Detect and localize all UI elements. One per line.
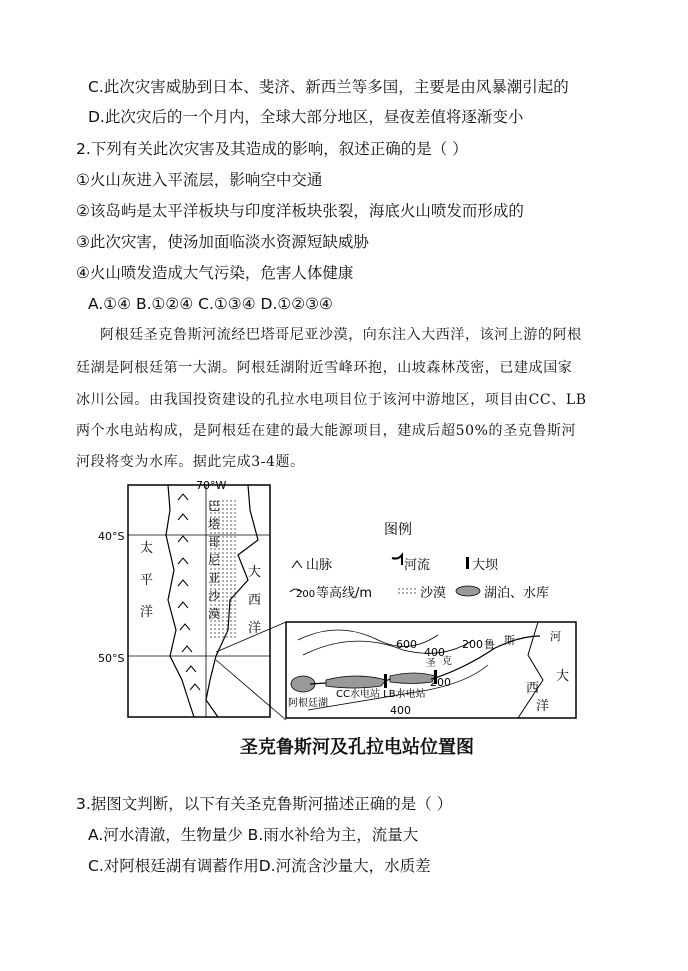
legend-contour: 等高线/m bbox=[316, 586, 373, 601]
passage-line-1: 阿根廷圣克鲁斯河流经巴塔哥尼亚沙漠，向东注入大西洋，该河上游的阿根 bbox=[100, 327, 582, 343]
svg-text:洋: 洋 bbox=[140, 605, 154, 620]
legend-dam: 大坝 bbox=[472, 558, 499, 573]
lat50-label: 50°S bbox=[98, 652, 125, 665]
answer-choices-q3-ab: A.河水清澈，生物量少 B.雨水补给为主，流量大 bbox=[88, 826, 419, 844]
svg-text:大: 大 bbox=[248, 565, 262, 580]
location-map-figure bbox=[98, 480, 588, 725]
svg-text:阿根廷湖: 阿根廷湖 bbox=[288, 698, 328, 709]
legend-river: 河流 bbox=[404, 558, 431, 573]
answer-choices-q3-cd: C.对阿根廷湖有调蓄作用D.河流含沙量大，水质差 bbox=[88, 857, 431, 875]
cc-dam bbox=[384, 674, 387, 688]
lon-label: 70°W bbox=[196, 480, 227, 492]
legend-mountain: 山脉 bbox=[306, 558, 333, 573]
svg-text:克: 克 bbox=[442, 656, 452, 667]
svg-text:沙: 沙 bbox=[208, 589, 221, 603]
svg-text:哥: 哥 bbox=[208, 535, 221, 549]
svg-text:塔: 塔 bbox=[208, 517, 221, 531]
legend-desert: 沙漠 bbox=[420, 586, 447, 601]
svg-text:洋: 洋 bbox=[536, 699, 550, 714]
option-c-line: C.此次灾害威胁到日本、斐济、新西兰等多国，主要是由风暴潮引起的 bbox=[88, 78, 569, 96]
legend-desert-icon bbox=[396, 586, 418, 594]
question-2: 2.下列有关此次灾害及其造成的影响，叙述正确的是（ ） bbox=[76, 140, 468, 158]
svg-text:CC水电站 LB水电站: CC水电站 LB水电站 bbox=[336, 689, 426, 700]
svg-text:太: 太 bbox=[140, 541, 154, 556]
svg-text:平: 平 bbox=[140, 573, 154, 588]
svg-text:600: 600 bbox=[396, 638, 417, 651]
inset-connector-bottom bbox=[216, 660, 286, 720]
lb-reservoir bbox=[390, 673, 435, 684]
question-3: 3.据图文判断，以下有关圣克鲁斯河描述正确的是（ ） bbox=[76, 795, 453, 813]
legend-lake-icon bbox=[456, 586, 480, 596]
passage-line-2: 廷湖是阿根廷第一大湖。阿根廷湖附近雪峰环抱，山坡森林茂密，已建成国家 bbox=[76, 360, 573, 376]
svg-text:亚: 亚 bbox=[208, 571, 221, 585]
svg-text:400: 400 bbox=[390, 704, 411, 717]
legend-dam-icon bbox=[466, 557, 469, 569]
statement-4: ④火山喷发造成大气污染，危害人体健康 bbox=[76, 264, 354, 282]
legend-mountain-icon bbox=[292, 561, 302, 568]
statement-1: ①火山灰进入平流层，影响空中交通 bbox=[76, 171, 323, 189]
legend-title: 图例 bbox=[384, 522, 412, 538]
desert-label bbox=[208, 499, 221, 621]
svg-text:尼: 尼 bbox=[208, 553, 221, 567]
statement-3: ③此次灾害，使汤加面临淡水资源短缺威胁 bbox=[76, 233, 369, 251]
passage-line-4: 两个水电站构成，是阿根廷在建的最大能源项目，建成后超50%的圣克鲁斯河 bbox=[76, 423, 577, 439]
figure-caption: 圣克鲁斯河及孔拉电站位置图 bbox=[240, 737, 474, 758]
option-d-line: D.此次灾后的一个月内，全球大部分地区，昼夜差值将逐渐变小 bbox=[88, 108, 524, 126]
legend-river-icon bbox=[392, 555, 402, 565]
passage-line-3: 冰川公园。由我国投资建设的孔拉水电项目位于该河中游地区，项目由CC、LB bbox=[76, 392, 587, 408]
atlantic-label bbox=[248, 564, 261, 636]
lat40-label: 40°S bbox=[98, 530, 125, 543]
svg-text:河: 河 bbox=[550, 630, 561, 643]
svg-text:斯: 斯 bbox=[504, 634, 515, 647]
legend-lake: 湖泊、水库 bbox=[484, 586, 550, 601]
legend bbox=[290, 522, 549, 601]
svg-text:200: 200 bbox=[462, 638, 483, 651]
inset-map bbox=[286, 622, 576, 718]
svg-text:西: 西 bbox=[248, 593, 262, 608]
statement-2: ②该岛屿是太平洋板块与印度洋板块张裂，海底火山喷发而形成的 bbox=[76, 202, 524, 220]
svg-text:200: 200 bbox=[430, 676, 451, 689]
answer-choices-q2: A.①④ B.①②④ C.①③④ D.①②③④ bbox=[88, 295, 333, 313]
svg-text:鲁: 鲁 bbox=[484, 638, 495, 651]
svg-text:巴: 巴 bbox=[208, 499, 221, 513]
svg-text:圣: 圣 bbox=[426, 658, 436, 669]
west-coastline bbox=[166, 485, 194, 717]
svg-text:洋: 洋 bbox=[248, 621, 262, 636]
mountain-symbols bbox=[178, 494, 200, 690]
svg-text:400: 400 bbox=[424, 646, 445, 659]
svg-text:西: 西 bbox=[526, 681, 540, 696]
passage-line-5: 河段将变为水库。据此完成3-4题。 bbox=[76, 454, 305, 470]
legend-contour-value: 200 bbox=[296, 589, 316, 600]
svg-text:大: 大 bbox=[556, 669, 570, 684]
pacific-label bbox=[140, 540, 153, 620]
svg-text:漠: 漠 bbox=[208, 607, 221, 621]
cc-reservoir bbox=[326, 676, 386, 688]
